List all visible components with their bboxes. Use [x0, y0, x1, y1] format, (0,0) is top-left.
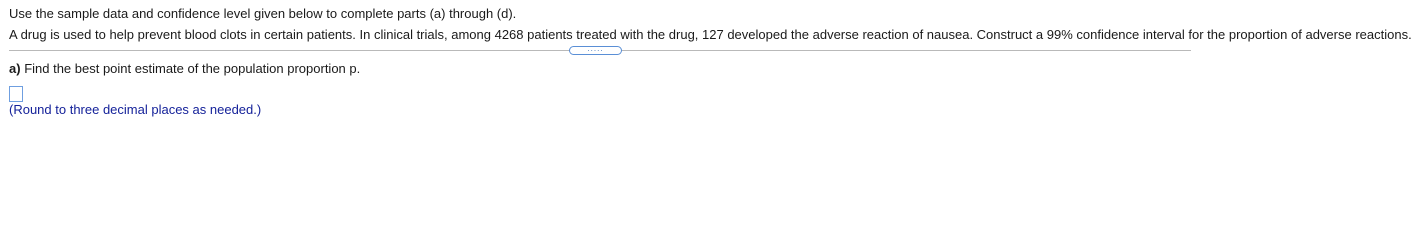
problem-statement: A drug is used to help prevent blood clots in certain patients. In clinical trials, among 4268 patients treated with the drug, 127 developed the adverse reaction of nausea. Construct a 99% confidence interval for the proportion of adverse reactions. [9, 27, 1412, 42]
part-a-label: a) [9, 61, 21, 76]
part-a-prompt: Find the best point estimate of the population proportion p. [24, 61, 361, 76]
point-estimate-answer-input[interactable] [9, 86, 23, 102]
part-a-question [9, 61, 360, 77]
rounding-hint: (Round to three decimal places as needed.) [9, 102, 262, 117]
instructions-text: Use the sample data and confidence level given below to complete parts (a) through (d). [9, 6, 517, 21]
expand-more-button[interactable]: ..... [569, 46, 622, 55]
